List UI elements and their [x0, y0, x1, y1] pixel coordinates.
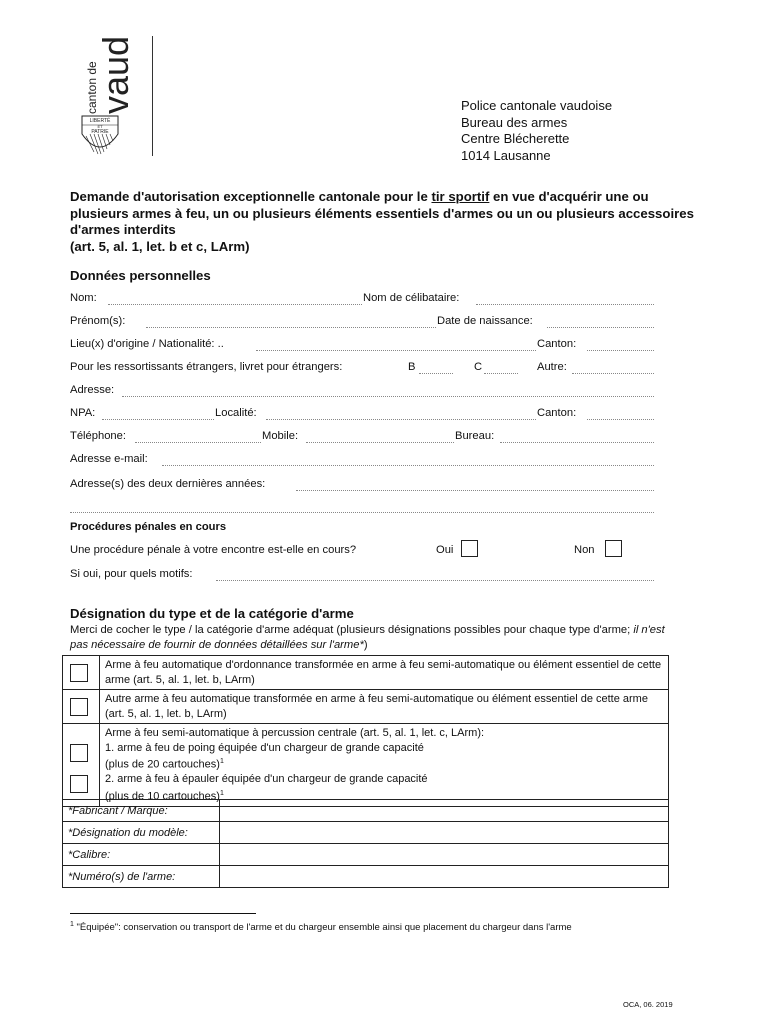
shield-text-1: LIBERTÉ [89, 118, 111, 124]
adresse-field[interactable] [122, 396, 654, 397]
title-part3: (art. 5, al. 1, let. b et c, LArm) [70, 238, 250, 254]
numero-label: *Numéro(s) de l'arme: [63, 866, 220, 888]
bureau-label: Bureau: [455, 430, 495, 442]
opt2-checkbox[interactable] [70, 698, 88, 716]
form-version: OCA, 06. 2019 [623, 1000, 673, 1009]
localite-label: Localité: [215, 407, 257, 419]
footnote-ref: 1 [219, 758, 224, 765]
localite-field[interactable] [266, 419, 536, 420]
row-npa [70, 407, 654, 423]
checkbox-cell [63, 690, 100, 724]
row-adresses-prec-2 [70, 500, 654, 516]
recipient-address [461, 98, 612, 164]
checkbox-cell [63, 656, 100, 690]
motifs-field[interactable] [216, 580, 654, 581]
penal-heading: Procédures pénales en cours [70, 521, 227, 533]
canton-field[interactable] [587, 350, 654, 351]
shield-icon [82, 116, 118, 154]
autre-field[interactable] [572, 373, 654, 374]
canton2-field[interactable] [587, 419, 654, 420]
date-naissance-field[interactable] [547, 327, 654, 328]
footnote-divider [70, 913, 256, 914]
fabricant-input[interactable] [220, 800, 669, 822]
address-line: Centre Blécherette [461, 131, 570, 146]
adresses-prec-field[interactable] [296, 490, 654, 491]
logo-brand-large: vaud [95, 35, 136, 114]
footnote-text: "Équipée": conservation ou transport de l'arme et du chargeur ensemble ainsi que placement du chargeur dans l'arme [73, 922, 572, 934]
detail-row [63, 844, 669, 866]
title-underlined: tir sportif [431, 189, 490, 204]
telephone-label: Téléphone: [70, 430, 126, 442]
opt3-2-checkbox[interactable] [70, 775, 88, 793]
address-line: Bureau des armes [461, 114, 568, 130]
mobile-label: Mobile: [262, 430, 299, 442]
mobile-field[interactable] [306, 442, 454, 443]
weapon-type-table [62, 655, 669, 807]
opt3-2b: (plus de 10 cartouches) [105, 790, 220, 803]
canton2-label: Canton: [537, 407, 577, 419]
intro-italic: il n'est pas nécessaire de fournir de données détaillées sur l'arme* [70, 624, 665, 651]
permit-b-field[interactable] [419, 373, 453, 374]
nom-celibataire-field[interactable] [476, 304, 654, 305]
bureau-field[interactable] [500, 442, 654, 443]
form-title [70, 189, 710, 255]
title-part1: Demande d'autorisation exceptionnelle cantonale pour le [70, 189, 432, 204]
row-origine [70, 338, 654, 354]
penal-question: Une procédure pénale à votre encontre est-elle en cours? [70, 544, 357, 556]
detail-row [63, 866, 669, 888]
lieu-origine-field[interactable] [256, 350, 536, 351]
modele-label: *Désignation du modèle: [63, 822, 220, 844]
opt2-text: Autre arme à feu automatique transformée en arme à feu semi-automatique ou élément essentiel de cette arme (art. 5, al. 1, let. b, LArm) [100, 690, 669, 724]
opt3-text [100, 724, 669, 807]
row-email [70, 453, 654, 469]
adresse-label: Adresse: [70, 384, 115, 396]
personal-heading: Données personnelles [70, 268, 211, 283]
lieu-origine-label: Lieu(x) d'origine / Nationalité: .. [70, 338, 224, 350]
row-motifs [70, 568, 654, 584]
intro-end: ) [363, 638, 368, 651]
row-nom [70, 292, 654, 308]
permit-b-label: B [408, 361, 416, 373]
checkbox-cell [63, 724, 100, 807]
address-line: Police cantonale vaudoise [461, 98, 613, 113]
row-etrangers [70, 361, 654, 377]
non-label: Non [574, 544, 595, 556]
row-adresses-prec [70, 478, 654, 494]
shield-text-2: ET [97, 124, 103, 129]
weapon-option-row [63, 690, 669, 724]
opt1-checkbox[interactable] [70, 664, 88, 682]
calibre-input[interactable] [220, 844, 669, 866]
shield-text-3: PATRIE [91, 129, 109, 135]
fabricant-label: *Fabricant / Marque: [63, 800, 220, 822]
row-penal-question [70, 544, 654, 560]
footnote-mark: 1 [70, 921, 74, 928]
opt1-text: Arme à feu automatique d'ordonnance transformée en arme à feu semi-automatique ou élément essentiel de cette arme (art. 5, al. 1, let. b, LArm) [100, 656, 669, 690]
canton-logo [78, 30, 144, 160]
weapon-details-table [62, 799, 669, 888]
logo-divider [152, 36, 153, 156]
row-telephone [70, 430, 654, 446]
designation-heading: Désignation du type et de la catégorie d'arme [70, 606, 354, 621]
footnote [70, 921, 572, 933]
row-adresse [70, 384, 654, 400]
numero-input[interactable] [220, 866, 669, 888]
opt3-2a: 2. arme à feu à épauler équipée d'un chargeur de grande capacité [105, 773, 428, 786]
permit-c-field[interactable] [484, 373, 518, 374]
email-label: Adresse e-mail: [70, 453, 148, 465]
adresses-prec-field-2[interactable] [70, 512, 654, 513]
designation-intro [70, 623, 680, 652]
calibre-label: *Calibre: [63, 844, 220, 866]
nom-celibataire-label: Nom de célibataire: [363, 292, 460, 304]
weapon-option-row [63, 724, 669, 807]
modele-input[interactable] [220, 822, 669, 844]
title-part2: en vue d'acquérir une ou plusieurs armes à feu, un ou plusieurs éléments essentiels d'armes ou un ou plusieurs accessoires d'armes interdits [70, 189, 694, 237]
prenom-field[interactable] [146, 327, 436, 328]
weapon-option-row [63, 656, 669, 690]
npa-field[interactable] [102, 419, 214, 420]
permit-c-label: C [474, 361, 483, 373]
opt3-1a: 1. arme à feu de poing équipée d'un chargeur de grande capacité [105, 741, 424, 754]
opt3-head: Arme à feu semi-automatique à percussion centrale (art. 5, al. 1, let. c, LArm): [105, 727, 485, 739]
npa-label: NPA: [70, 407, 96, 419]
footnote-ref: 1 [219, 789, 224, 797]
detail-row [63, 822, 669, 844]
prenom-label: Prénom(s): [70, 315, 126, 327]
motifs-label: Si oui, pour quels motifs: [70, 568, 193, 580]
canton-label: Canton: [537, 338, 577, 350]
opt3-1b: (plus de 20 cartouches) [105, 758, 220, 771]
date-naissance-label: Date de naissance: [437, 315, 533, 327]
etrangers-label: Pour les ressortissants étrangers, livret pour étrangers: [70, 361, 343, 373]
opt3-1-checkbox[interactable] [70, 744, 88, 762]
nom-field[interactable] [108, 304, 362, 305]
email-field[interactable] [162, 465, 654, 466]
nom-label: Nom: [70, 292, 97, 304]
detail-row [63, 800, 669, 822]
autre-label: Autre: [537, 361, 567, 373]
telephone-field[interactable] [135, 442, 261, 443]
address-line: 1014 Lausanne [461, 147, 551, 163]
logo-brand-small: canton de [85, 61, 99, 114]
oui-label: Oui [436, 544, 454, 556]
row-prenom [70, 315, 654, 331]
intro-normal: Merci de cocher le type / la catégorie d'arme adéquat (plusieurs désignations possibles pour chaque type d'arme; [70, 624, 634, 636]
adresses-prec-label: Adresse(s) des deux dernières années: [70, 478, 266, 490]
